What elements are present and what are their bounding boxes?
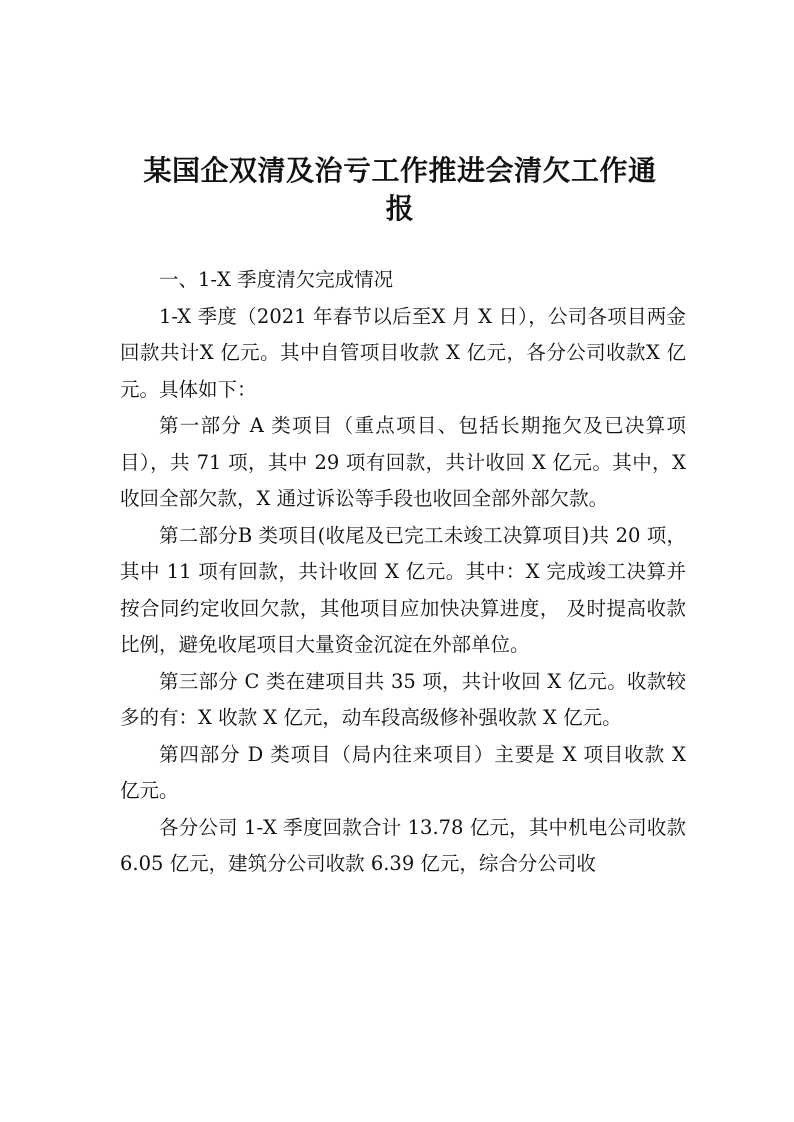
body-paragraph: 1-X 季度（2021 年春节以后至X 月 X 日），公司各项目两金回款共计X 亿元。其中自管项目收款 X 亿元，各分公司收款X 亿元。具体如下： [120,304,686,401]
body-paragraph: 各分公司 1-X 季度回款合计 13.78 亿元，其中机电公司收款 6.05 亿元，建筑分公司收款 6.39 亿元，综合分公司收 [120,815,686,875]
body-paragraph: 第三部分 C 类在建项目共 35 项，共计收回 X 亿元。收款较多的有：X 收款 X 亿元，动车段高级修补强收款 X 亿元。 [120,669,686,729]
body-paragraph: 第一部分 A 类项目（重点项目、包括长期拖欠及已决算项目），共 71 项，其中 29 项有回款，共计收回 X 亿元。其中，X 收回全部欠款，X 通过诉讼等手段也收回全部外部欠款。 [120,414,686,510]
section-heading: 一、1-X 季度清欠完成情况 [159,268,394,291]
document-title [100,152,700,228]
document-body [120,262,686,883]
title-line: 报 [385,192,415,225]
body-paragraph: 第二部分B 类项目(收尾及已完工未竣工决算项目)共 20 项，其中 11 项有回款，共计收回 X 亿元。其中：X 完成竣工决算并按合同约定收回欠款，其他项目应加快决算进度， 及时提高收款比例，避免收尾项目大量资金沉淀在外部单位。 [120,523,686,656]
title-line: 某国企双清及治亏工作推进会清欠工作通 [143,154,657,187]
body-paragraph: 第四部分 D 类项目（局内往来项目）主要是 X 项目收款 X 亿元。 [120,742,686,802]
